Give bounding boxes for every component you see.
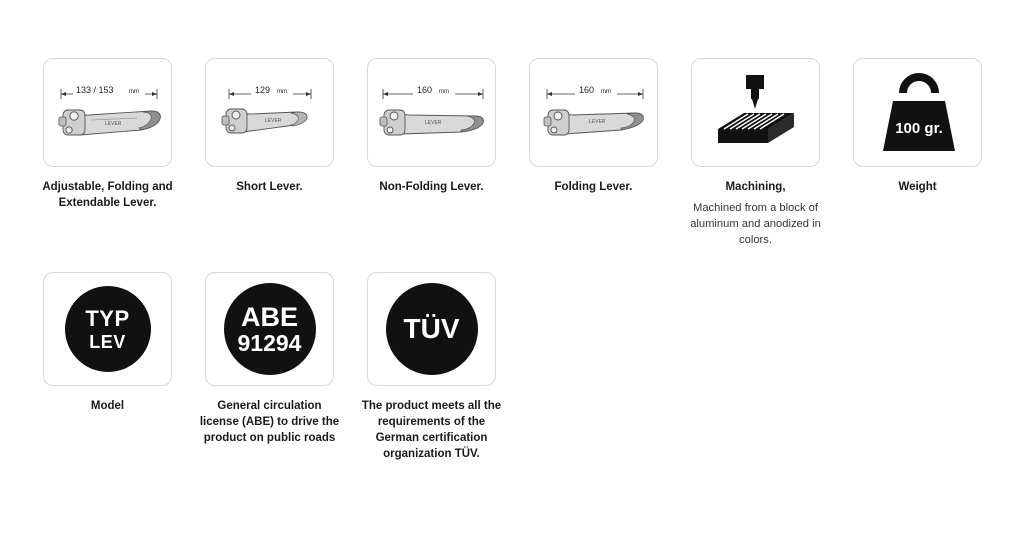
lever-dimension-unit: mm: [601, 89, 611, 95]
machining-tile: [691, 58, 820, 167]
lever-non-folding-tile: [367, 58, 496, 167]
lever-drawing: [222, 109, 307, 133]
tuv-badge-tile: [367, 272, 496, 386]
feature-cell-short-lever: [204, 58, 335, 196]
feature-cell-tuv: [361, 272, 502, 462]
svg-text:LEVER: LEVER: [589, 119, 606, 125]
feature-caption: Model: [90, 400, 125, 412]
feature-row-bottom: [42, 272, 528, 462]
lever-adjustable-tile: [43, 58, 172, 167]
feature-cell-abe: [199, 272, 340, 447]
abe-badge-tile: [205, 272, 334, 386]
feature-caption: Weight: [898, 181, 937, 193]
lever-short-icon: [207, 60, 332, 165]
feature-cell-weight: [852, 58, 983, 196]
lever-dimension-label: 133 / 153: [76, 85, 114, 95]
lever-drawing: [380, 110, 483, 135]
lever-adjustable-icon: [45, 60, 170, 165]
cnc-machining-icon: [698, 63, 813, 163]
feature-caption: General circulation license (ABE) to drive the product on public roads: [199, 400, 340, 444]
abe-badge-line-1: ABE: [240, 301, 298, 332]
lever-drawing: [59, 110, 160, 135]
model-badge-line-1: TYP: [85, 305, 130, 331]
weight-kettlebell-icon: [863, 63, 973, 163]
feature-cell-folding-lever: [528, 58, 659, 196]
svg-text:LEVER: LEVER: [425, 120, 442, 126]
feature-caption: Short Lever.: [236, 181, 303, 193]
lever-folding-icon: [531, 60, 656, 165]
lever-drawing: [544, 110, 643, 135]
tuv-badge-icon: [386, 283, 478, 375]
lever-folding-tile: [529, 58, 658, 167]
svg-text:LEVER: LEVER: [105, 121, 122, 127]
lever-dimension-label: 129: [255, 85, 271, 95]
weight-tile: [853, 58, 982, 167]
lever-dimension-unit: mm: [277, 89, 287, 95]
feature-caption: Non-Folding Lever.: [379, 181, 484, 193]
tuv-badge-label: TÜV: [403, 313, 460, 344]
weight-value-label: 100 gr.: [894, 119, 943, 137]
feature-caption: The product meets all the requirements of the German certification organization TÜV.: [361, 400, 502, 460]
abe-badge-line-2: 91294: [237, 329, 302, 356]
feature-cell-non-folding-lever: [366, 58, 497, 196]
feature-caption: Machining,: [725, 181, 786, 193]
lever-dimension-unit: mm: [439, 89, 449, 95]
feature-caption: Folding Lever.: [554, 181, 633, 193]
feature-subcaption: Machined from a block of aluminum and anodized in colors.: [690, 201, 821, 247]
feature-cell-machining: [690, 58, 821, 249]
model-badge-tile: [43, 272, 172, 386]
lever-non-folding-icon: [369, 60, 494, 165]
lever-dimension-unit: mm: [129, 89, 139, 95]
abe-badge-icon: [224, 283, 316, 375]
feature-row-top: [42, 58, 1014, 249]
lever-dimension-label: 160: [417, 85, 433, 95]
feature-cell-adjustable-folding-extendable: [42, 58, 173, 212]
svg-text:LEVER: LEVER: [265, 118, 282, 124]
feature-caption: Adjustable, Folding and Extendable Lever.: [42, 181, 173, 209]
type-lever-badge-icon: [65, 286, 151, 372]
lever-short-tile: [205, 58, 334, 167]
feature-cell-model: [42, 272, 173, 415]
model-badge-line-2: LEV: [89, 331, 126, 352]
lever-dimension-label: 160: [579, 85, 595, 95]
